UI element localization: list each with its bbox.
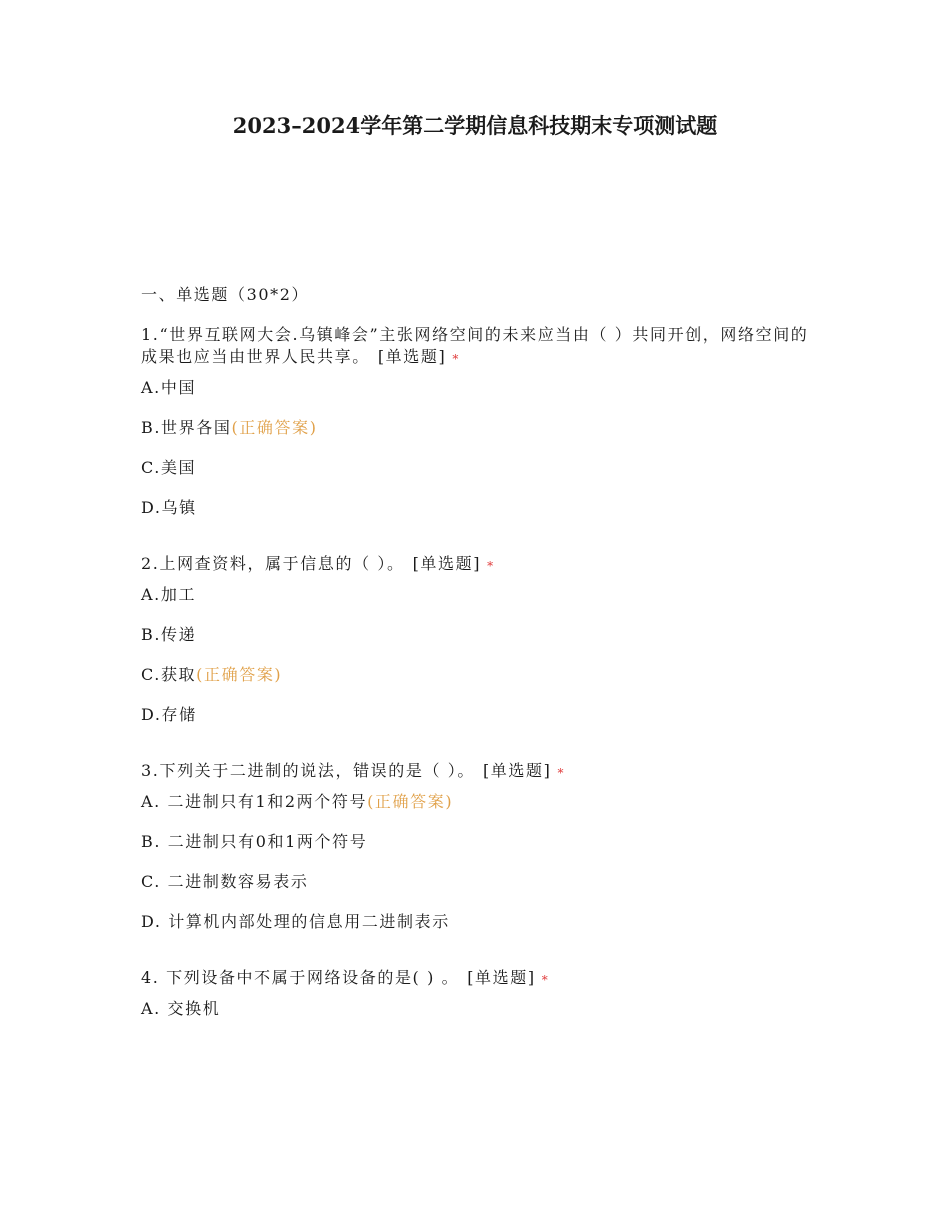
question-stem xyxy=(141,553,821,575)
question-type-label: [单选题] xyxy=(412,554,482,573)
question-stem xyxy=(141,324,821,368)
question-block xyxy=(141,553,821,726)
option-text: B.传递 xyxy=(141,625,197,644)
question-type-label: [单选题] xyxy=(482,761,552,780)
answer-option xyxy=(141,831,821,853)
answer-option xyxy=(141,377,821,399)
question-type-label: [单选题] xyxy=(377,347,447,366)
answer-option xyxy=(141,791,821,813)
option-text: B.世界各国 xyxy=(141,418,232,437)
question-list xyxy=(141,284,821,1054)
correct-answer-label: (正确答案) xyxy=(367,792,454,811)
section-heading: 一、单选题（30*2） xyxy=(141,285,310,304)
option-text: D. 计算机内部处理的信息用二进制表示 xyxy=(141,912,450,931)
correct-answer-label: (正确答案) xyxy=(196,665,283,684)
required-asterisk: * xyxy=(557,766,566,780)
question-stem xyxy=(141,967,821,989)
answer-option xyxy=(141,664,821,686)
answer-option xyxy=(141,417,821,439)
question-block xyxy=(141,324,821,519)
answer-option xyxy=(141,998,821,1020)
option-text: A. 二进制只有1和2两个符号 xyxy=(141,792,368,811)
question-block xyxy=(141,760,821,933)
questions-container xyxy=(141,324,821,1020)
page-title: 2023–2024学年第二学期信息科技期末专项测试题 xyxy=(232,113,718,138)
required-asterisk: * xyxy=(487,559,495,573)
option-text: B. 二进制只有0和1两个符号 xyxy=(141,832,368,851)
option-text: A. 交换机 xyxy=(141,999,221,1018)
question-type-label: [单选题] xyxy=(467,968,536,987)
required-asterisk: * xyxy=(452,352,460,366)
answer-option xyxy=(141,704,821,726)
option-text: D.乌镇 xyxy=(141,498,197,517)
option-text: C.美国 xyxy=(141,458,197,477)
answer-option xyxy=(141,457,821,479)
required-asterisk: * xyxy=(541,973,550,987)
option-text: C.获取 xyxy=(141,665,197,684)
answer-option xyxy=(141,911,821,933)
question-text: 3.下列关于二进制的说法，错误的是（ ）。 xyxy=(141,761,475,780)
answer-option xyxy=(141,871,821,893)
question-block xyxy=(141,967,821,1020)
answer-option xyxy=(141,497,821,519)
answer-option xyxy=(141,584,821,606)
option-text: A.加工 xyxy=(141,585,197,604)
question-text: 1.“世界互联网大会.乌镇峰会”主张网络空间的未来应当由（ ）共同开创，网络空间的成果也应当由世界人民共享。 xyxy=(141,325,809,366)
question-text: 2.上网查资料，属于信息的（ ）。 xyxy=(141,554,405,573)
option-text: D.存储 xyxy=(141,705,197,724)
option-text: A.中国 xyxy=(141,378,197,397)
option-text: C. 二进制数容易表示 xyxy=(141,872,309,891)
correct-answer-label: (正确答案) xyxy=(231,418,318,437)
answer-option xyxy=(141,624,821,646)
question-text: 4. 下列设备中不属于网络设备的是( ) 。 xyxy=(141,968,460,987)
question-stem xyxy=(141,760,821,782)
